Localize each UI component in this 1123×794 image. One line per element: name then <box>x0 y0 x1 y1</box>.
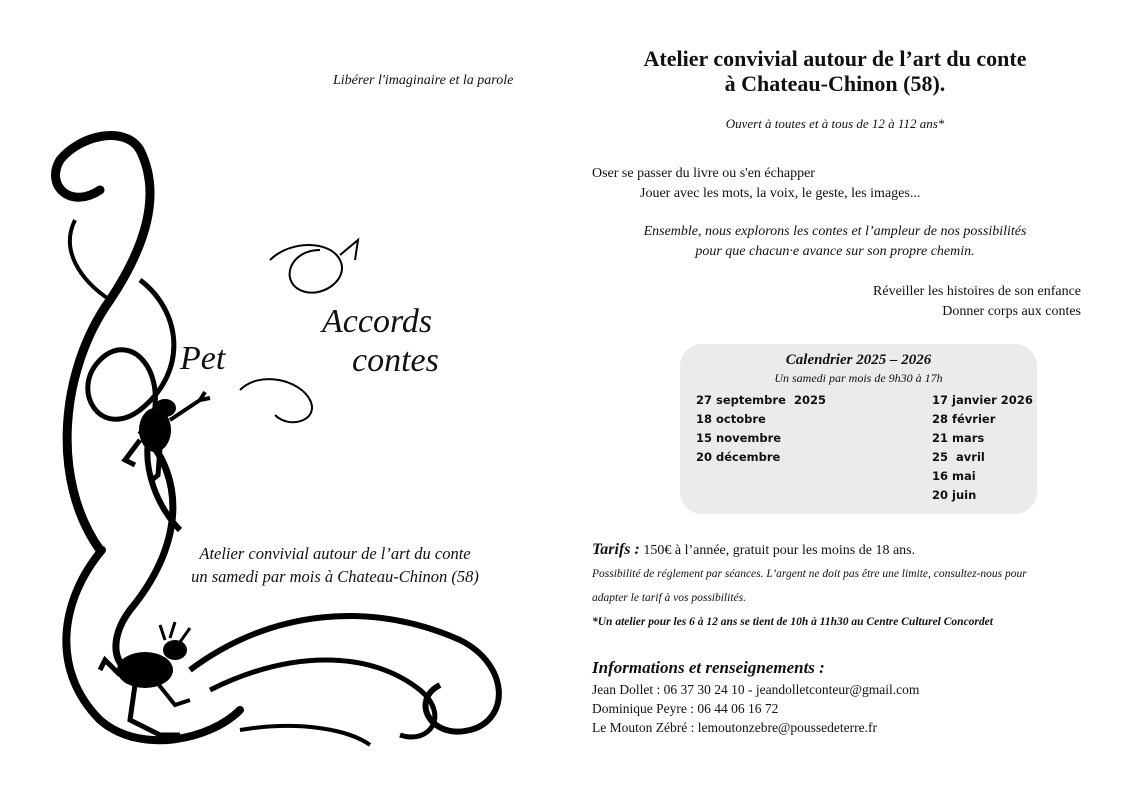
tarifs-note1: Possibilité de réglement par séances. L’argent ne doit pas être une limite, consultez-nous pour <box>592 568 1027 580</box>
page-title <box>590 46 1080 96</box>
calendar-date: 15 novembre <box>696 431 782 445</box>
logo-word-contes: contes <box>352 342 439 379</box>
tagline: Libérer l'imaginaire et la parole <box>333 73 514 88</box>
calendar-date: 28 février <box>932 412 996 426</box>
swirl-ornament-illustration <box>40 130 530 750</box>
tarifs-line <box>592 541 915 559</box>
calendar-date: 18 octobre <box>696 412 766 426</box>
contact-jean: Jean Dollet : 06 37 30 24 10 - jeandolletconteur@gmail.com <box>592 682 920 697</box>
title-line1: Atelier convivial autour de l’art du conte <box>643 46 1027 71</box>
left-description-line1: Atelier convivial autour de l’art du conte <box>199 544 471 563</box>
children-workshop-note: *Un atelier pour les 6 à 12 ans se tient de 10h à 11h30 au Centre Culturel Concordet <box>592 616 993 628</box>
calendar-date: 17 janvier 2026 <box>932 393 1033 407</box>
age-subtitle: Ouvert à toutes et à tous de 12 à 112 ans* <box>725 116 945 131</box>
left-description-line2: un samedi par mois à Chateau-Chinon (58) <box>191 567 479 586</box>
tarifs-text: 150€ à l’année, gratuit pour les moins de 18 ans. <box>639 543 916 558</box>
tarifs-note2: adapter le tarif à vos possibilités. <box>592 592 746 604</box>
calendar-date: 21 mars <box>932 431 985 445</box>
awaken-line2: Donner corps aux contes <box>942 304 1081 319</box>
info-title: Informations et renseignements : <box>592 658 825 677</box>
explore-line2: pour que chacun·e avance sur son propre chemin. <box>695 244 975 259</box>
calendar-date: 16 mai <box>932 469 976 483</box>
explore-paragraph <box>600 222 1070 262</box>
tarifs-label: Tarifs : <box>592 541 640 558</box>
contact-dominique: Dominique Peyre : 06 44 06 16 72 <box>592 701 779 716</box>
intro-line1: Oser se passer du livre ou s'en échapper <box>592 166 815 181</box>
calendar-subtitle: Un samedi par mois de 9h30 à 17h <box>774 371 943 385</box>
left-description <box>150 542 520 588</box>
calendar-title: Calendrier 2025 – 2026 <box>785 352 932 368</box>
explore-line1: Ensemble, nous explorons les contes et l’ampleur de nos possibilités <box>643 224 1027 239</box>
calendar-date: 20 décembre <box>696 450 781 464</box>
awaken-paragraph <box>700 282 1081 322</box>
calendar-date: 20 juin <box>932 488 977 502</box>
calendar-dates-2026 <box>932 391 1033 505</box>
awaken-line1: Réveiller les histoires de son enfance <box>873 284 1081 299</box>
intro-line2: Jouer avec les mots, la voix, le geste, les images... <box>640 186 921 201</box>
calendar-dates-2025 <box>696 391 786 467</box>
contact-mouton: Le Mouton Zébré : lemoutonzebre@poussedeterre.fr <box>592 720 877 735</box>
calendar-box <box>680 344 1037 514</box>
title-line2: à Chateau-Chinon (58). <box>724 71 946 96</box>
calendar-year-label: 2025 <box>794 393 827 407</box>
calendar-date: 27 septembre <box>696 393 786 407</box>
logo-word-pet: Pet <box>180 340 226 377</box>
calendar-date: 25 avril <box>932 450 985 464</box>
logo-word-accords: Accords <box>322 303 433 340</box>
